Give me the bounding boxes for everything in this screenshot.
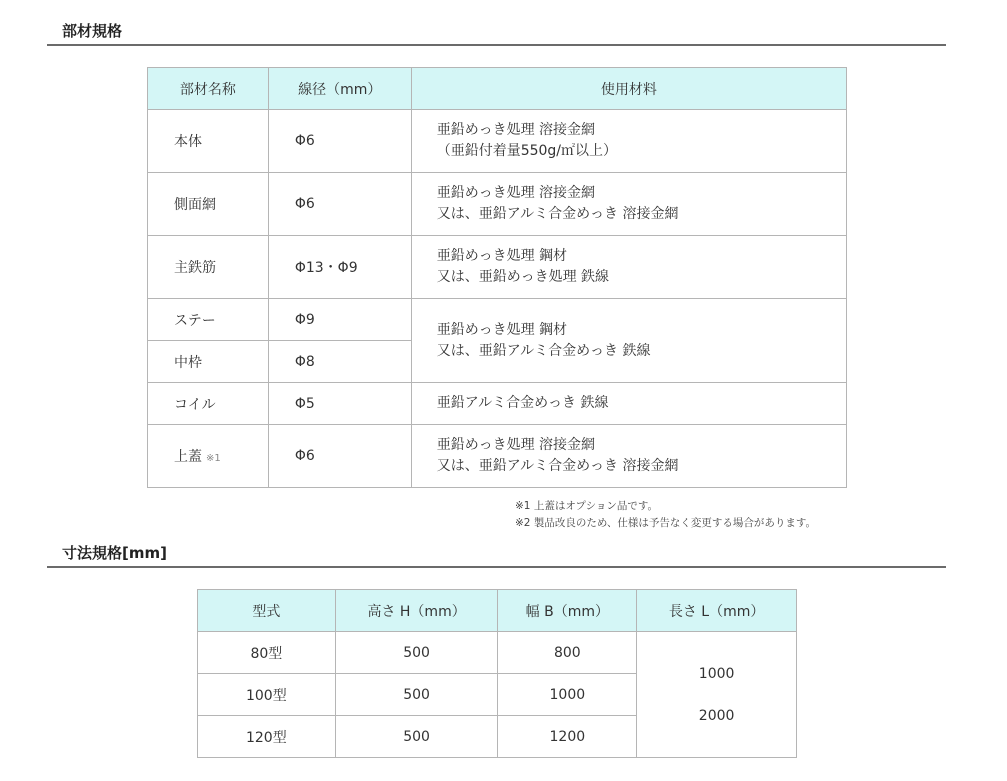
material-line: 亜鉛アルミ合金めっき 鉄線 bbox=[436, 395, 609, 411]
material bbox=[411, 236, 846, 299]
part-name: 本体 bbox=[148, 110, 269, 173]
table-row bbox=[148, 110, 847, 173]
table-row bbox=[148, 236, 847, 299]
wire-diameter: Φ8 bbox=[268, 341, 411, 383]
section-title-text: 部材規格 bbox=[62, 22, 123, 40]
parts-spec-table bbox=[147, 67, 847, 488]
table-row bbox=[148, 383, 847, 425]
header-material: 使用材料 bbox=[411, 68, 846, 110]
material bbox=[411, 299, 846, 383]
material-line: 亜鉛めっき処理 溶接金網 bbox=[436, 122, 596, 138]
material-line: 又は、亜鉛めっき処理 鉄線 bbox=[436, 269, 610, 285]
wire-diameter: Φ9 bbox=[268, 299, 411, 341]
material-line: 亜鉛めっき処理 溶接金網 bbox=[436, 437, 596, 453]
section-title-text: 寸法規格[mm] bbox=[62, 544, 167, 562]
length-values bbox=[637, 632, 797, 758]
length-value: 2000 bbox=[698, 707, 735, 724]
wire-diameter: Φ6 bbox=[268, 425, 411, 488]
header-height: 高さ H（mm） bbox=[335, 590, 498, 632]
width-value: 1000 bbox=[498, 674, 637, 716]
part-name-text: 上蓋 bbox=[174, 449, 202, 465]
wire-diameter: Φ6 bbox=[268, 110, 411, 173]
dimension-table bbox=[197, 589, 797, 758]
material bbox=[411, 173, 846, 236]
material bbox=[411, 425, 846, 488]
section-title-parts-spec bbox=[47, 18, 946, 46]
material-line: 又は、亜鉛アルミ合金めっき 溶接金網 bbox=[436, 458, 679, 474]
material-line: 又は、亜鉛アルミ合金めっき 鉄線 bbox=[436, 342, 651, 359]
section-title-dimensions bbox=[47, 540, 946, 568]
note-reference: ※1 bbox=[206, 453, 221, 464]
header-width: 幅 B（mm） bbox=[498, 590, 637, 632]
table-header-row bbox=[198, 590, 797, 632]
wire-diameter: Φ5 bbox=[268, 383, 411, 425]
length-value: 1000 bbox=[698, 665, 735, 682]
header-length: 長さ L（mm） bbox=[637, 590, 797, 632]
width-value: 1200 bbox=[498, 716, 637, 758]
model: 80型 bbox=[198, 632, 336, 674]
width-value: 800 bbox=[498, 632, 637, 674]
height-value: 500 bbox=[335, 716, 498, 758]
part-name: 主鉄筋 bbox=[148, 236, 269, 299]
header-part-name: 部材名称 bbox=[148, 68, 269, 110]
material-line: （亜鉛付着量550g/㎡以上） bbox=[436, 143, 618, 159]
header-model: 型式 bbox=[198, 590, 336, 632]
material-line: 又は、亜鉛アルミ合金めっき 溶接金網 bbox=[436, 206, 679, 222]
table-row bbox=[198, 632, 797, 674]
model: 120型 bbox=[198, 716, 336, 758]
table-row bbox=[148, 425, 847, 488]
height-value: 500 bbox=[335, 674, 498, 716]
material-line: 亜鉛めっき処理 鋼材 bbox=[436, 248, 568, 264]
part-name: 中枠 bbox=[148, 341, 269, 383]
material bbox=[411, 110, 846, 173]
material bbox=[411, 383, 846, 425]
wire-diameter: Φ13・Φ9 bbox=[268, 236, 411, 299]
header-wire-diameter: 線径（mm） bbox=[268, 68, 411, 110]
material-line: 亜鉛めっき処理 溶接金網 bbox=[436, 185, 596, 201]
wire-diameter: Φ6 bbox=[268, 173, 411, 236]
model: 100型 bbox=[198, 674, 336, 716]
part-name bbox=[148, 425, 269, 488]
part-name: ステー bbox=[148, 299, 269, 341]
part-name: 側面網 bbox=[148, 173, 269, 236]
part-name: コイル bbox=[148, 383, 269, 425]
table-row bbox=[148, 173, 847, 236]
footnote: ※2 製品改良のため、仕様は予告なく変更する場合があります。 bbox=[515, 517, 817, 529]
table-header-row bbox=[148, 68, 847, 110]
footnote: ※1 上蓋はオプション品です。 bbox=[515, 500, 659, 512]
height-value: 500 bbox=[335, 632, 498, 674]
material-line: 亜鉛めっき処理 鋼材 bbox=[436, 321, 568, 338]
table-row bbox=[148, 299, 847, 341]
footnotes bbox=[515, 498, 816, 532]
